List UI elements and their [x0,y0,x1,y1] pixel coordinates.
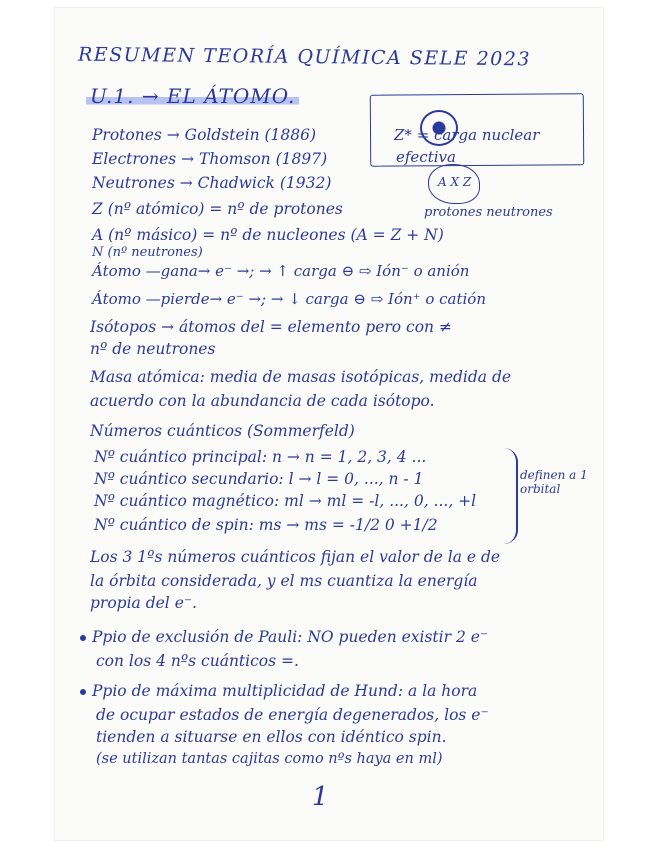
curly-brace [504,448,518,544]
note-line: Masa atómica: media de masas isotópicas, medida de [90,368,512,386]
note-line: Electrones → Thomson (1897) [92,150,328,168]
box-line-2: efectiva [396,148,456,166]
bullet-icon [80,689,86,695]
note-line: (se utilizan tantas cajitas como nºs haya en ml) [96,751,443,767]
bullet-item [80,684,477,700]
note-line: Protones → Goldstein (1886) [92,126,317,144]
note-line: Los 3 1ºs números cuánticos fijan el valor de la e de [90,548,501,566]
page-number: 1 [312,782,329,812]
bullet-item [80,630,488,646]
note-line: Nº cuántico magnético: ml → ml = -l, ..., 0, ..., +l [94,492,477,510]
box-line-1: Z* = carga nuclear [394,126,540,144]
brace-note: definen a 1 orbital [520,468,588,496]
note-line: Átomo —gana→ e⁻ →; → ↑ carga ⊖ ⇨ Ión⁻ o anión [92,262,470,280]
note-line: propia del e⁻. [90,594,197,612]
note-line: A (nº másico) = nº de nucleones (A = Z + N) [92,226,444,244]
note-line: Nº cuántico de spin: ms → ms = -1/2 0 +1/2 [94,516,438,534]
note-line: de ocupar estados de energía degenerados, los e⁻ [96,706,489,724]
note-line: con los 4 nºs cuánticos =. [96,652,299,670]
page-title: RESUMEN TEORÍA QUÍMICA SELE 2023 [77,43,532,71]
nucleus-labels: protones neutrones [424,205,553,220]
note-line: N (nº neutrones) [92,245,203,260]
note-line: Neutrones → Chadwick (1932) [92,174,332,192]
section-heading: U.1. → EL ÁTOMO. [86,86,299,106]
note-line: acuerdo con la abundancia de cada isótopo. [90,392,435,410]
note-line: Números cuánticos (Sommerfeld) [90,422,355,440]
bullet-text: Ppio de exclusión de Pauli: NO pueden existir 2 e⁻ [92,628,489,646]
nucleus-symbol: A X Z [438,175,472,189]
bullet-text: Ppio de máxima multiplicidad de Hund: a la hora [92,682,478,700]
note-line: Nº cuántico secundario: l → l = 0, ..., n - 1 [94,470,424,488]
bullet-icon [80,635,86,641]
note-line: Isótopos → átomos del = elemento pero con ≠ [90,318,452,336]
note-line: Átomo —pierde→ e⁻ →; → ↓ carga ⊖ ⇨ Ión⁺ o catión [92,290,486,308]
note-line: Nº cuántico principal: n → n = 1, 2, 3, 4 ... [94,448,427,466]
note-line: Z (nº atómico) = nº de protones [92,200,343,218]
note-line: la órbita considerada, y el ms cuantiza la energía [90,572,478,590]
note-line: nº de neutrones [90,340,216,358]
note-line: tienden a situarse en ellos con idéntico spin. [96,728,447,746]
